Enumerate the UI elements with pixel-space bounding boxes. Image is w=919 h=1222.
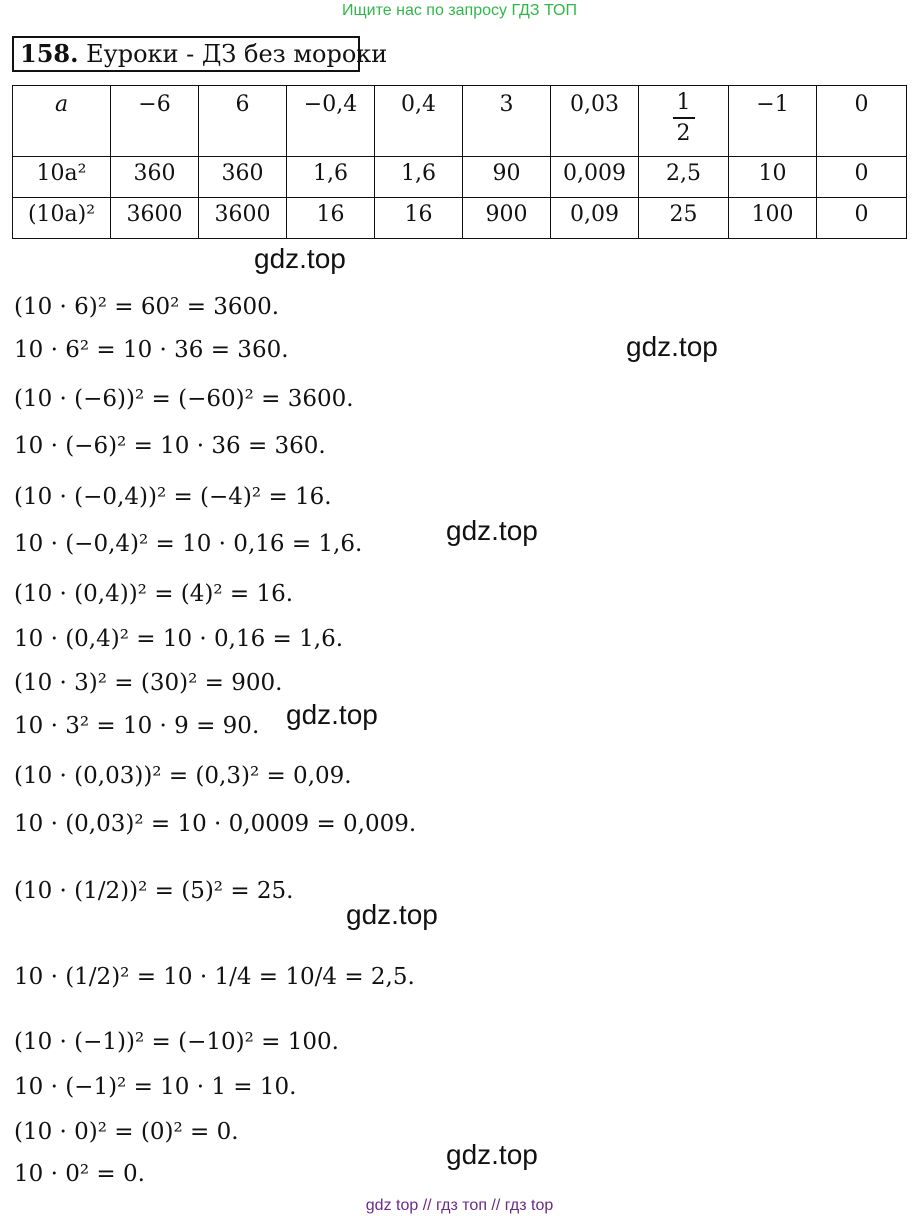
math-line: (10 · (−1))² = (−10)² = 100. [14,1029,339,1055]
task-title [12,36,388,72]
math-line: 10 · (0,4)² = 10 · 0,16 = 1,6. [14,626,344,652]
task-number: 158. [20,39,79,68]
math-line: (10 · (1/2))² = (5)² = 25. [14,878,294,904]
math-line: 10 · (−1)² = 10 · 1 = 10. [14,1074,297,1100]
math-line: 10 · 6² = 10 · 36 = 360. [14,337,289,363]
table-row [13,198,907,239]
table-cell: 0,009 [551,157,639,198]
table-cell: 2,5 [639,157,729,198]
watermark: gdz.top [626,331,718,362]
math-line: (10 · 6)² = 60² = 3600. [14,294,280,320]
table-row [13,86,907,157]
table-cell: 90 [463,157,551,198]
math-line: 10 · (−0,4)² = 10 · 0,16 = 1,6. [14,531,363,557]
row-label-10a-all-squared: (10a)² [13,198,111,239]
table-cell: 0 [817,198,907,239]
table-cell: 25 [639,198,729,239]
table-cell: 360 [111,157,199,198]
watermark: gdz.top [446,515,538,546]
watermark: gdz.top [446,1139,538,1170]
watermark: gdz.top [346,899,438,930]
table-cell: 16 [375,198,463,239]
table-cell: −0,4 [287,86,375,157]
watermark: gdz.top [254,243,346,274]
math-line: (10 · (−6))² = (−60)² = 3600. [14,386,354,412]
table-cell: 0 [817,157,907,198]
values-table [12,85,907,239]
row-label-10a-squared: 10a² [13,157,111,198]
table-cell: 360 [199,157,287,198]
table-cell: 0,4 [375,86,463,157]
table-cell: 3600 [111,198,199,239]
math-line: 10 · (1/2)² = 10 · 1/4 = 10/4 = 2,5. [14,964,415,990]
math-line: (10 · 0)² = (0)² = 0. [14,1119,239,1145]
table-cell: −6 [111,86,199,157]
math-line: 10 · 3² = 10 · 9 = 90. [14,713,260,739]
table-cell: 3 [463,86,551,157]
math-line: (10 · (0,4))² = (4)² = 16. [14,581,294,607]
math-line: 10 · 0² = 0. [14,1161,145,1187]
table-cell: 0 [817,86,907,157]
top-banner: Ищите нас по запросу ГДЗ ТОП [342,2,577,19]
table-cell: 900 [463,198,551,239]
math-line: 10 · (0,03)² = 10 · 0,0009 = 0,009. [14,811,417,837]
table-cell: 1,6 [287,157,375,198]
table-cell: 10 [729,157,817,198]
math-line: 10 · (−6)² = 10 · 36 = 360. [14,433,326,459]
table-cell: −1 [729,86,817,157]
math-line: (10 · (0,03))² = (0,3)² = 0,09. [14,763,352,789]
table-cell: 0,03 [551,86,639,157]
watermark: gdz.top [286,699,378,730]
math-line: (10 · 3)² = (30)² = 900. [14,670,283,696]
footer: gdz top // гдз топ // гдз top [365,1197,554,1214]
table-row [13,157,907,198]
table-cell: 1,6 [375,157,463,198]
table-cell-fraction [639,86,729,157]
table-cell: 0,09 [551,198,639,239]
table-cell: 100 [729,198,817,239]
table-cell: 3600 [199,198,287,239]
task-title-text: Еуроки - ДЗ без мороки [86,40,388,68]
table-cell: 16 [287,198,375,239]
fraction-one-half: $\frac{1}{2}$ [673,92,695,145]
row-label-a: a [13,86,111,157]
table-cell: 6 [199,86,287,157]
math-line: (10 · (−0,4))² = (−4)² = 16. [14,484,332,510]
